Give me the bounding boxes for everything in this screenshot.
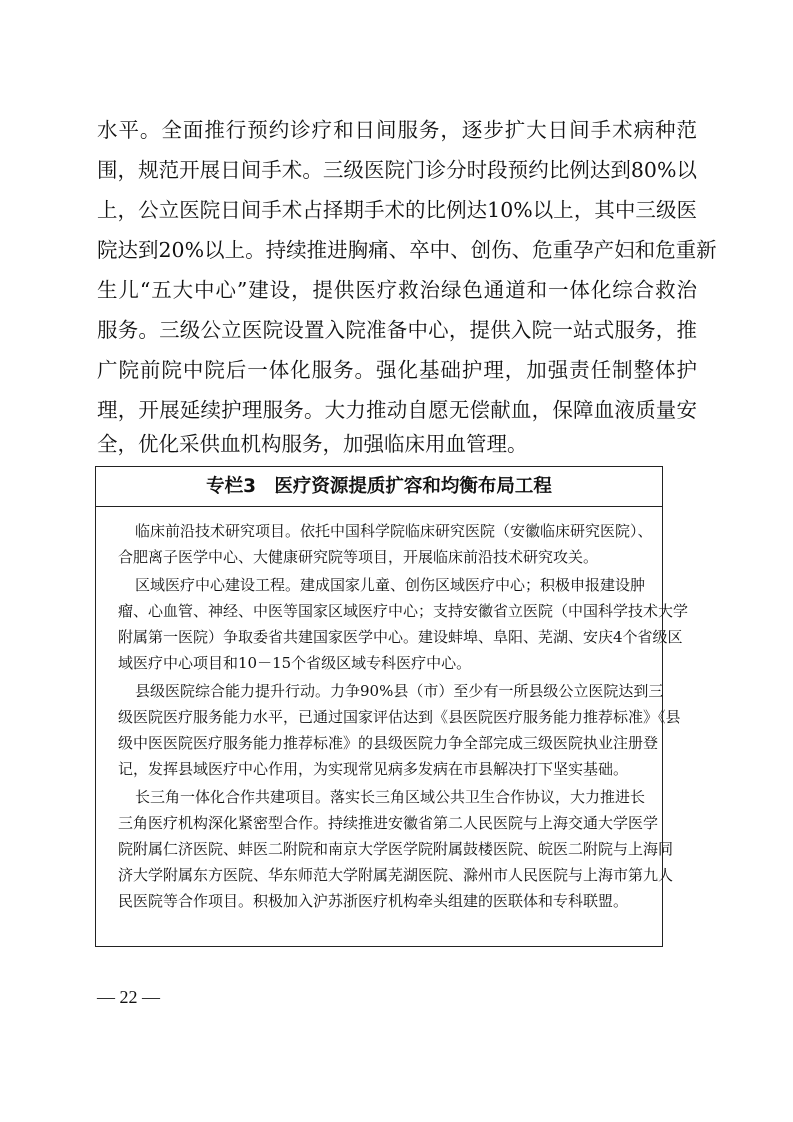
page-number: — 22 — xyxy=(97,987,160,1007)
box-line: 三角医疗机构深化紧密型合作。持续推进安徽省第二人民医院与上海交通大学医学 xyxy=(118,814,659,832)
column-box-title: 专栏3 医疗资源提质扩容和均衡布局工程 xyxy=(206,476,552,497)
body-line: 生儿“五大中心”建设，提供医疗救治绿色通道和一体化综合救治 xyxy=(97,278,697,302)
body-line: 全，优化采供血机构服务，加强临床用血管理。 xyxy=(97,432,528,456)
body-line: 上，公立医院日间手术占择期手术的比例达10%以上，其中三级医 xyxy=(97,198,697,222)
box-line: 合肥离子医学中心、大健康研究院等项目，开展临床前沿技术研究攻关。 xyxy=(118,548,599,566)
body-line: 理，开展延续护理服务。大力推动自愿无偿献血，保障血液质量安 xyxy=(97,398,697,422)
box-line: 级医院医疗服务能力水平，已通过国家评估达到《县医院医疗服务能力推荐标准》《县 xyxy=(118,708,681,726)
box-line: 级中医医院医疗服务能力推荐标准》的县级医院力争全部完成三级医院执业注册登 xyxy=(118,734,659,752)
column-box-header xyxy=(96,467,662,507)
box-line: 济大学附属东方医院、华东师范大学附属芜湖医院、滁州市人民医院与上海市第九人 xyxy=(118,866,674,884)
box-line: 区域医疗中心建设工程。建成国家儿童、创伤区域医疗中心；积极申报建设肿 xyxy=(135,576,646,594)
body-line: 院达到20%以上。持续推进胸痛、卒中、创伤、危重孕产妇和危重新 xyxy=(97,238,717,262)
box-line: 记，发挥县域医疗中心作用，为实现常见病多发病在市县解决打下坚实基础。 xyxy=(118,760,629,778)
column-box xyxy=(95,466,689,947)
body-line: 服务。三级公立医院设置入院准备中心，提供入院一站式服务，推 xyxy=(97,318,697,342)
box-line: 临床前沿技术研究项目。依托中国科学院临床研究医院（安徽临床研究医院）、 xyxy=(135,522,653,540)
body-line: 广院前院中院后一体化服务。强化基础护理，加强责任制整体护 xyxy=(97,358,697,382)
box-line: 域医疗中心项目和10－15个省级区域专科医疗中心。 xyxy=(118,654,472,672)
box-line: 附属第一医院）争取委省共建国家医学中心。建设蚌埠、阜阳、芜湖、安庆4个省级区 xyxy=(118,628,683,646)
box-line: 民医院等合作项目。积极加入沪苏浙医疗机构牵头组建的医联体和专科联盟。 xyxy=(118,892,629,910)
box-line: 瘤、心血管、神经、中医等国家区域医疗中心；支持安徽省立医院（中国科学技术大学 xyxy=(118,602,689,620)
box-line: 县级医院综合能力提升行动。力争90%县（市）至少有一所县级公立医院达到三 xyxy=(135,682,664,700)
body-line: 水平。全面推行预约诊疗和日间服务，逐步扩大日间手术病种范 xyxy=(97,118,697,142)
box-line: 长三角一体化合作共建项目。落实长三角区域公共卫生合作协议，大力推进长 xyxy=(135,788,646,806)
body-line: 围，规范开展日间手术。三级医院门诊分时段预约比例达到80%以 xyxy=(97,158,697,182)
box-line: 院附属仁济医院、蚌医二附院和南京大学医学院附属鼓楼医院、皖医二附院与上海同 xyxy=(118,840,674,858)
